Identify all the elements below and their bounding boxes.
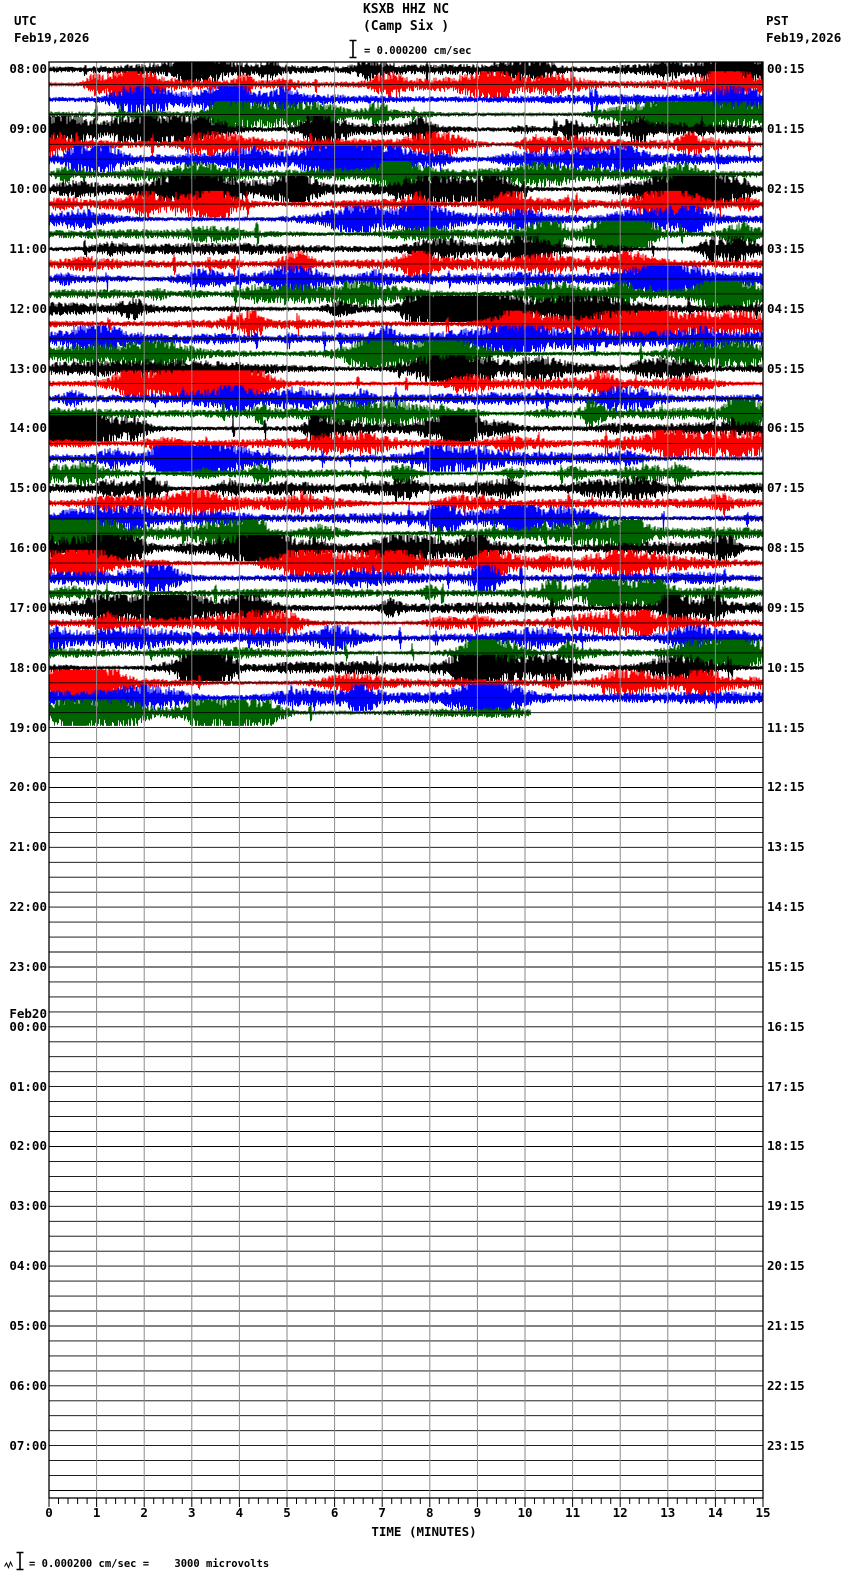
xaxis-title: TIME (MINUTES)	[371, 1524, 477, 1539]
utc-date-label: Feb19,2026	[14, 30, 90, 45]
pst-hour-label: 01:15	[767, 121, 805, 137]
station-title: KSXB HHZ NC	[362, 2, 450, 17]
utc-hour-label: 23:00	[9, 958, 47, 974]
xaxis-tick-label: 0	[45, 1505, 53, 1520]
utc-hour-label: 15:00	[9, 480, 47, 496]
xaxis-tick-label: 13	[660, 1505, 676, 1520]
utc-hour-label: 14:00	[9, 420, 47, 436]
xaxis-tick-label: 7	[378, 1505, 386, 1520]
footer-note: = 0.000200 cm/sec = 3000 microvolts	[29, 1558, 270, 1570]
xaxis-tick-label: 1	[92, 1505, 101, 1520]
xaxis-tick-label: 11	[565, 1505, 581, 1520]
pst-hour-label: 07:15	[767, 480, 805, 496]
utc-hour-label: 05:00	[9, 1317, 47, 1333]
pst-hour-label: 13:15	[767, 839, 805, 855]
utc-hour-label: 13:00	[9, 360, 47, 376]
utc-hour-label: 04:00	[9, 1258, 47, 1274]
pst-hour-label: 08:15	[767, 540, 805, 556]
utc-hour-label: 03:00	[9, 1198, 47, 1214]
pst-hour-label: 02:15	[767, 181, 805, 197]
xaxis-tick-label: 14	[707, 1505, 723, 1520]
station-subtitle: (Camp Six )	[362, 19, 450, 34]
pst-hour-label: 21:15	[767, 1317, 805, 1333]
xaxis-tick-label: 12	[612, 1505, 628, 1520]
xaxis-tick-label: 5	[283, 1505, 291, 1520]
utc-hour-label: 20:00	[9, 779, 47, 795]
axis-tick-group	[49, 1498, 763, 1507]
pst-hour-label: 19:15	[767, 1198, 805, 1214]
scale-bar-footer-icon	[14, 1551, 26, 1571]
xaxis-tick-label: 8	[426, 1505, 434, 1520]
utc-hour-label: 07:00	[9, 1437, 47, 1453]
xaxis-tick-label: 4	[235, 1505, 244, 1520]
date-rollover-label: Feb20	[9, 1005, 47, 1021]
utc-hour-label: 19:00	[9, 719, 47, 735]
utc-hour-label: 10:00	[9, 181, 47, 197]
scale-label: = 0.000200 cm/sec	[364, 45, 472, 57]
trace-group	[49, 56, 764, 726]
pst-hour-label: 17:15	[767, 1078, 805, 1094]
utc-hour-label: 08:00	[9, 61, 47, 77]
utc-hour-label: 09:00	[9, 121, 47, 137]
xaxis-tick-label: 15	[755, 1505, 771, 1520]
xaxis-tick-label: 2	[140, 1505, 148, 1520]
utc-timezone-label: UTC	[14, 13, 37, 28]
pst-hour-label: 10:15	[767, 659, 805, 675]
xaxis-tick-label: 10	[517, 1505, 533, 1520]
pst-timezone-label: PST	[766, 13, 789, 28]
utc-hour-label: 12:00	[9, 300, 47, 316]
pst-hour-label: 20:15	[767, 1258, 805, 1274]
utc-hour-label: 21:00	[9, 839, 47, 855]
pst-hour-label: 15:15	[767, 958, 805, 974]
utc-hour-label: 00:00	[9, 1018, 47, 1034]
micro-wave-icon	[4, 1560, 14, 1569]
pst-hour-label: 23:15	[767, 1437, 805, 1453]
pst-hour-label: 22:15	[767, 1377, 805, 1393]
xaxis-tick-label: 6	[330, 1505, 339, 1520]
utc-hour-label: 17:00	[9, 599, 47, 615]
pst-hour-label: 14:15	[767, 899, 805, 915]
pst-hour-label: 16:15	[767, 1018, 805, 1034]
xaxis-tick-label: 9	[473, 1505, 482, 1520]
utc-hour-label: 06:00	[9, 1377, 47, 1393]
utc-hour-label: 18:00	[9, 659, 47, 675]
pst-hour-label: 09:15	[767, 599, 805, 615]
utc-hour-label: 22:00	[9, 899, 47, 915]
pst-hour-label: 18:15	[767, 1138, 805, 1154]
utc-hour-label: 02:00	[9, 1138, 47, 1154]
pst-hour-label: 00:15	[767, 61, 805, 77]
pst-hour-label: 04:15	[767, 300, 805, 316]
pst-hour-label: 06:15	[767, 420, 805, 436]
pst-hour-label: 03:15	[767, 240, 805, 256]
xaxis-tick-label: 3	[188, 1505, 196, 1520]
pst-hour-label: 05:15	[767, 360, 805, 376]
pst-hour-label: 11:15	[767, 719, 805, 735]
utc-hour-label: 16:00	[9, 540, 47, 556]
utc-hour-label: 01:00	[9, 1078, 47, 1094]
utc-hour-label: 11:00	[9, 240, 47, 256]
pst-date-label: Feb19,2026	[766, 30, 842, 45]
pst-hour-label: 12:15	[767, 779, 805, 795]
